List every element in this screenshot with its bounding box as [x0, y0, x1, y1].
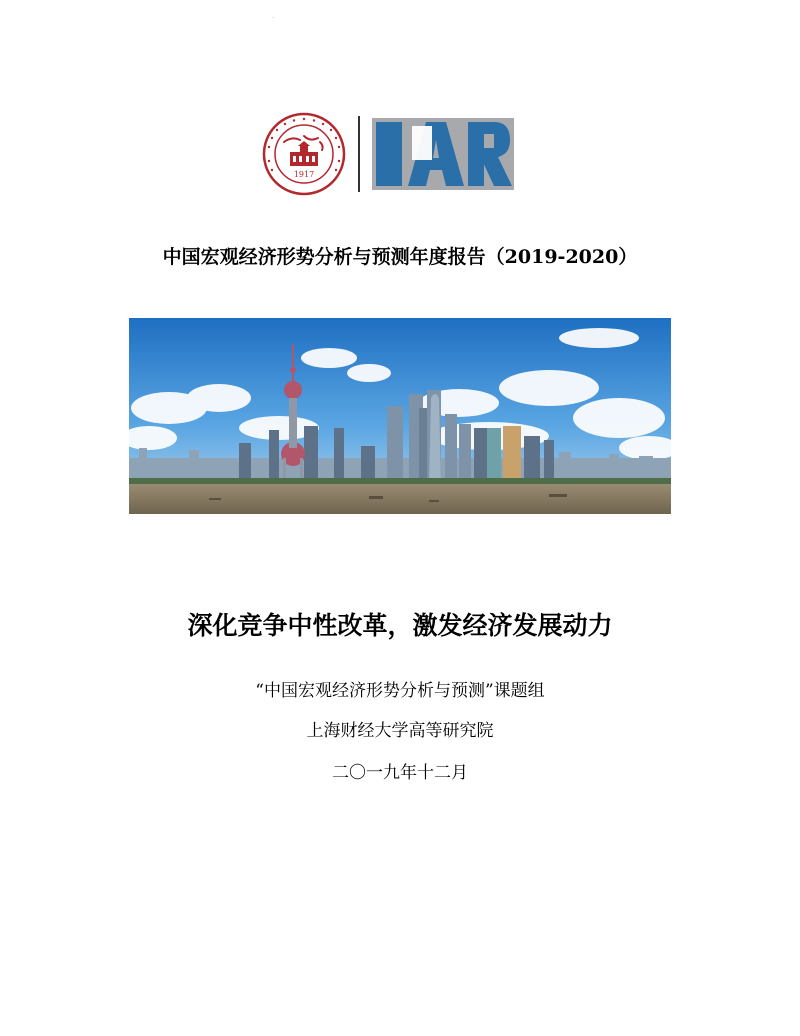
shanghai-skyline-photo: [129, 318, 671, 514]
publication-date: 二〇一九年十二月: [332, 763, 468, 783]
main-title: 深化竞争中性改革，激发经济发展动力: [187, 611, 613, 640]
institute-name: 上海财经大学高等研究院: [306, 721, 494, 741]
research-group: “中国宏观经济形势分析与预测”课题组: [255, 681, 545, 701]
report-title: 中国宏观经济形势分析与预测年度报告（2019-2020）: [162, 246, 638, 268]
iar-text: IAR: [272, 18, 274, 19]
university-seal-logo: [262, 112, 346, 196]
logo-divider: [358, 116, 360, 192]
seal-year: 1917: [293, 170, 315, 179]
